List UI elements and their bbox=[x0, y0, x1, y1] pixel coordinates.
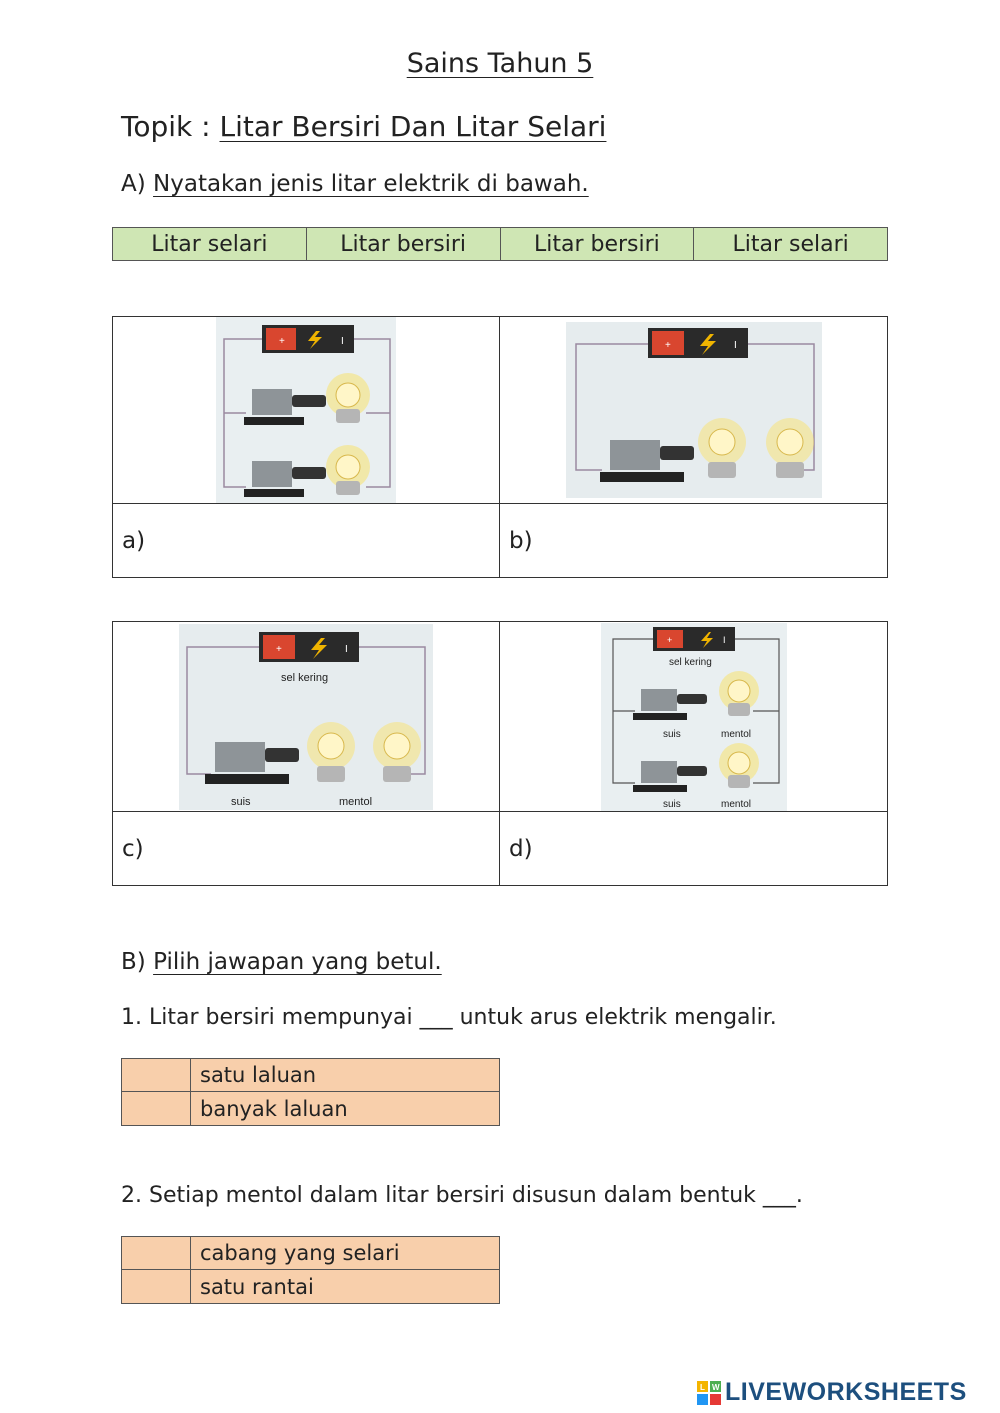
bulb-label: mentol bbox=[339, 795, 373, 808]
liveworksheets-logo bbox=[697, 1378, 967, 1407]
question-2-text: 2. Setiap mentol dalam litar bersiri disusun dalam bentuk ___. bbox=[121, 1183, 803, 1208]
answer-box-d[interactable] bbox=[500, 812, 887, 886]
answer-box-c[interactable] bbox=[113, 812, 500, 886]
option-row bbox=[122, 1270, 499, 1303]
cell-label: sel kering bbox=[668, 656, 712, 668]
bulb-label: mentol bbox=[720, 728, 751, 740]
bulb-label: mentol bbox=[720, 798, 751, 810]
switch-label: suis bbox=[662, 728, 681, 740]
svg-text:I: I bbox=[733, 340, 737, 351]
cell-label: sel kering bbox=[281, 671, 329, 684]
item-label-b: b) bbox=[509, 528, 533, 554]
topic-line bbox=[121, 110, 606, 143]
option-select-box[interactable] bbox=[122, 1059, 191, 1091]
svg-text:+: + bbox=[666, 634, 672, 645]
circuit-grid-ab bbox=[112, 316, 888, 578]
svg-text:I: I bbox=[722, 634, 726, 645]
word-bank bbox=[112, 227, 888, 261]
parallel-circuit-diagram bbox=[216, 317, 396, 503]
option-text: satu rantai bbox=[200, 1274, 314, 1299]
worksheet-title: Sains Tahun 5 bbox=[406, 48, 594, 79]
section-b-instruction: Pilih jawapan yang betul. bbox=[153, 949, 442, 975]
option-row bbox=[122, 1237, 499, 1270]
svg-text:I: I bbox=[345, 643, 348, 655]
word-bank-item[interactable]: Litar selari bbox=[113, 228, 307, 260]
circuit-picture-b bbox=[500, 317, 887, 504]
question-1-text: 1. Litar bersiri mempunyai ___ untuk arus elektrik mengalir. bbox=[121, 1005, 777, 1030]
svg-text:L: L bbox=[700, 1382, 705, 1392]
switch-label: suis bbox=[231, 795, 251, 808]
series-circuit-diagram bbox=[566, 322, 822, 498]
option-text: satu laluan bbox=[200, 1063, 317, 1087]
answer-box-b[interactable] bbox=[500, 504, 887, 578]
item-label-c: c) bbox=[122, 836, 144, 862]
svg-text:+: + bbox=[664, 340, 671, 351]
option-select-box[interactable] bbox=[122, 1270, 191, 1303]
svg-text:I: I bbox=[341, 336, 344, 347]
circuit-picture-c bbox=[113, 622, 500, 812]
svg-text:+: + bbox=[279, 336, 285, 347]
word-bank-item[interactable]: Litar bersiri bbox=[501, 228, 695, 260]
option-select-box[interactable] bbox=[122, 1237, 191, 1269]
answer-box-a[interactable] bbox=[113, 504, 500, 578]
option-text: cabang yang selari bbox=[200, 1241, 400, 1265]
word-bank-item[interactable]: Litar bersiri bbox=[307, 228, 501, 260]
svg-text:W: W bbox=[712, 1382, 720, 1392]
circuit-picture-a bbox=[113, 317, 500, 504]
svg-text:+: + bbox=[276, 643, 282, 655]
option-text: banyak laluan bbox=[200, 1096, 348, 1121]
word-bank-item[interactable]: Litar selari bbox=[694, 228, 887, 260]
option-select-box[interactable] bbox=[122, 1092, 191, 1125]
section-a-label: A) bbox=[121, 171, 146, 197]
parallel-circuit-labeled-diagram bbox=[601, 623, 787, 811]
option-row bbox=[122, 1092, 499, 1125]
circuit-grid-cd bbox=[112, 621, 888, 886]
section-a-instruction: Nyatakan jenis litar elektrik di bawah. bbox=[153, 171, 589, 197]
liveworksheets-icon bbox=[697, 1381, 721, 1405]
topic-value: Litar Bersiri Dan Litar Selari bbox=[219, 110, 607, 143]
item-label-d: d) bbox=[509, 836, 533, 862]
question-2-options bbox=[121, 1236, 500, 1304]
option-row bbox=[122, 1059, 499, 1092]
question-1-options bbox=[121, 1058, 500, 1126]
topic-label: Topik : bbox=[121, 110, 211, 143]
circuit-picture-d bbox=[500, 622, 887, 812]
section-a-heading bbox=[121, 171, 589, 197]
section-b-heading bbox=[121, 949, 442, 975]
section-b-label: B) bbox=[121, 949, 146, 975]
brand-name: LIVEWORKSHEETS bbox=[725, 1378, 967, 1406]
switch-label: suis bbox=[662, 798, 681, 810]
item-label-a: a) bbox=[122, 528, 146, 554]
series-circuit-labeled-diagram bbox=[179, 624, 433, 810]
